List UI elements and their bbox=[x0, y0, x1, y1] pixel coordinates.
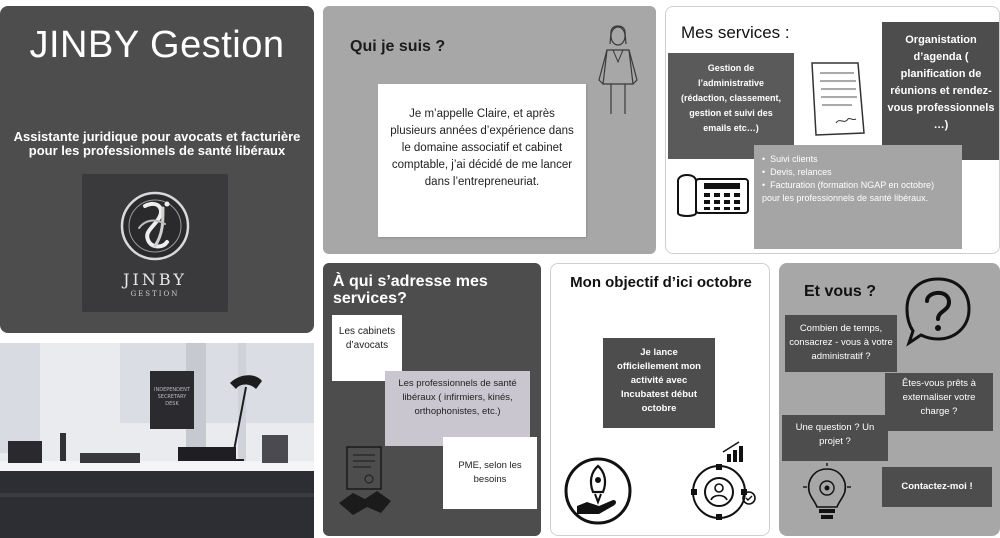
svg-text:DESK: DESK bbox=[165, 401, 179, 407]
audience-panel bbox=[323, 263, 541, 536]
rocket-launch-icon bbox=[563, 456, 633, 526]
logo-wordmark: JINBY bbox=[123, 270, 187, 289]
idea-bulb-icon bbox=[801, 463, 853, 527]
contract-document-icon bbox=[806, 59, 868, 139]
you-panel bbox=[779, 263, 1000, 536]
office-photo bbox=[0, 343, 314, 538]
goal-title: Mon objectif d’ici octobre bbox=[570, 274, 752, 291]
handshake-contract-icon bbox=[337, 443, 393, 523]
about-text: Je m’appelle Claire, et après plusieurs années d’expérience dans le domaine associatif et cabinet comptable, j’ai décidé de me lancer dans l’entrepreneuriat. bbox=[390, 108, 574, 188]
brand-subtitle: Assistante juridique pour avocats et facturière pour les professionnels de santé libéraux bbox=[13, 129, 301, 158]
brand-panel bbox=[0, 6, 314, 333]
service-item-clients: • Suivi clients bbox=[762, 153, 954, 166]
goal-panel bbox=[550, 263, 770, 536]
question-outsource: Êtes-vous prêts à externaliser votre charge ? bbox=[885, 373, 993, 431]
audience-title: À qui s’adresse mes services? bbox=[333, 273, 488, 307]
about-panel bbox=[323, 6, 656, 254]
service-billing-list bbox=[754, 145, 962, 249]
growth-gear-icon bbox=[683, 440, 761, 530]
contact-button[interactable]: Contactez-moi ! bbox=[882, 467, 992, 507]
goal-text: Je lance officiellement mon activité avec Incubatest début octobre bbox=[603, 338, 715, 428]
audience-lawyers: Les cabinets d’avocats bbox=[332, 315, 402, 381]
audience-health-professionals: Les professionnels de santé libéraux ( infirmiers, kinés, orthophonistes, etc.) bbox=[385, 371, 530, 446]
svg-text:SECRETARY: SECRETARY bbox=[157, 394, 187, 400]
swirl-logo-icon bbox=[119, 188, 191, 264]
poster-text: INDEPENDENT bbox=[154, 387, 190, 393]
about-card bbox=[378, 84, 586, 237]
service-agenda: Organistation d’agenda ( planification de réunions et rendez-vous professionnels …) bbox=[882, 22, 1000, 160]
services-panel bbox=[665, 6, 1000, 254]
service-item-billing: • Facturation (formation NGAP en octobre) pour les professionnels de santé libéraux. bbox=[762, 179, 954, 205]
audience-sme: PME, selon les besoins bbox=[443, 437, 537, 509]
brand-title: JINBY Gestion bbox=[29, 24, 285, 66]
phone-icon bbox=[674, 167, 752, 219]
service-item-quotes: • Devis, relances bbox=[762, 166, 954, 179]
service-admin: Gestion de l’administrative (rédaction, classement, gestion et suivi des emails etc…) bbox=[668, 53, 794, 159]
services-title: Mes services : bbox=[681, 23, 790, 42]
question-project: Une question ? Un projet ? bbox=[782, 415, 888, 461]
question-mark-icon bbox=[903, 275, 973, 349]
question-time: Combien de temps, consacrez - vous à votre administratif ? bbox=[785, 315, 897, 372]
brand-logo bbox=[82, 174, 228, 312]
about-title: Qui je suis ? bbox=[350, 38, 446, 55]
woman-silhouette-icon bbox=[593, 22, 643, 118]
logo-subtitle: GESTION bbox=[130, 290, 180, 298]
office-desk-illustration bbox=[0, 343, 314, 538]
you-title: Et vous ? bbox=[804, 283, 877, 300]
